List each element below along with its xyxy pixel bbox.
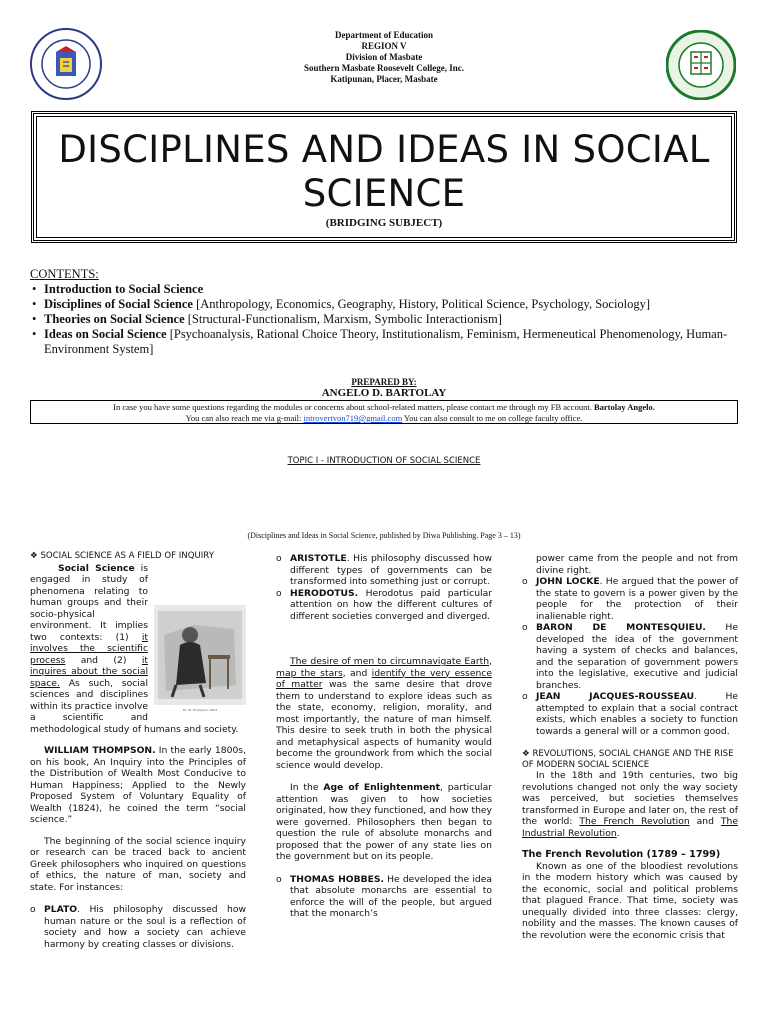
contents-item xyxy=(44,312,740,327)
circle-bullet-icon: o xyxy=(522,691,528,702)
column-1 xyxy=(30,551,246,950)
text: and (2) xyxy=(65,654,142,666)
circle-bullet-icon: o xyxy=(522,622,528,633)
text: As such, social sciences and disciplines within its practice involve a scientific and methodological study of humans and society. xyxy=(30,677,239,735)
contents-item-detail: [Psychoanalysis, Rational Choice Theory, Institutionalism, Feminism, Hermeneutical Phenomenology, Human-Environment System] xyxy=(44,327,728,356)
term: Social Science xyxy=(58,562,135,574)
fb-account: Bartolay Angelo. xyxy=(593,402,655,412)
term: WILLIAM THOMPSON. xyxy=(44,745,156,756)
circle-bullet-icon: o xyxy=(276,587,282,599)
institution-header xyxy=(0,30,768,85)
term: Age of Enlightenment xyxy=(323,782,440,793)
author-name: ANGELO D. BARTOLAY xyxy=(321,387,447,399)
section-heading-text: REVOLUTIONS, SOCIAL CHANGE AND THE RISE OF MODERN SOCIAL SCIENCE xyxy=(522,749,734,770)
underlined-text: The French Revolution xyxy=(579,816,690,827)
text: and xyxy=(689,816,721,827)
text: is engaged in study of phenomena relating to human groups and their socio-physical environment. It implies two contexts: (1) xyxy=(30,562,148,643)
title-line-2: SCIENCE xyxy=(302,172,466,215)
term: JEAN JACQUES-ROUSSEAU xyxy=(536,691,695,702)
text: He developed the idea of the government having a system of checks and balances, and the separation of government powers into the legislative, executive and judicial branches. xyxy=(536,622,738,691)
text: . His philosophy discussed how human nature or the soul is a reflection of society and how a society can achieve harmony by creating classes or divisions. xyxy=(44,904,246,950)
text: , and xyxy=(342,667,372,679)
circle-bullet-icon: o xyxy=(276,553,282,564)
text: In the xyxy=(290,782,324,793)
circle-bullet-icon: o xyxy=(522,576,528,587)
column-2 xyxy=(276,553,492,920)
prepared-by-label: PREPARED BY: xyxy=(351,377,417,387)
paragraph: Known as one of the bloodiest revolutions in the modern history which was caused by the economic, social and political problems that plagued France. That time, society was unequally divided into three classes: clergy, nobility and the masses. The known causes of the revolution were the economic crisis that xyxy=(522,860,738,941)
text: . His philosophy discussed how different types of governments can be transformed into something just or corrupt. xyxy=(290,553,492,587)
topic-heading: TOPIC I - INTRODUCTION OF SOCIAL SCIENCE xyxy=(287,456,481,466)
contents-item xyxy=(44,297,740,312)
page-title xyxy=(31,128,737,216)
contents-heading: CONTENTS: xyxy=(30,267,99,281)
underlined-text: map the stars xyxy=(276,667,343,679)
text: was the same desire that drove them to understand to explore ideas such as the state, economy, religion, morality, and most importantly, the nature of man himself. This desire to seek truth in both the physical and metaphysical aspects of humanity would become the groundwork from which the social science would develop. xyxy=(276,679,492,771)
section-heading xyxy=(30,551,246,563)
contents-item xyxy=(44,327,740,357)
list-item xyxy=(522,691,738,737)
text: In the early 1800s, on his book, An Inquiry into the Principles of the Distribution of Wealth Most Conducive to Human Happiness; Applied to the Newly Proposed System of Voluntary Equality of Wealth (1824), he coined the term “social science.” xyxy=(30,745,246,825)
term: THOMAS HOBBES. xyxy=(290,873,384,885)
deped-seal-text xyxy=(30,102,102,103)
contents-item xyxy=(44,282,740,297)
subheading: The French Revolution (1789 – 1799) xyxy=(522,849,721,860)
reference-note: (Disciplines and Ideas in Social Science, published by Diwa Publishing. Page 3 – 13) xyxy=(247,531,521,540)
section-heading-text: SOCIAL SCIENCE AS A FIELD OF INQUIRY xyxy=(40,551,214,561)
text: . He attempted to explain that a social contract exists, which enables a society to function towards a general will or a common good. xyxy=(536,691,739,737)
text: Herodotus paid particular attention on how the different cultures of different societies converged and diverged. xyxy=(290,587,492,622)
text: , particular attention was given to how societies originated, how they functioned, and how they were governed. Philosophers then began to question the rule of absolute monarchs and proposed that the power of any state lies on the government but on its people. xyxy=(276,782,492,862)
portrait-caption: Dr. W. Thompson 1824 xyxy=(183,708,217,712)
contact-line-2-pre: You can also reach me via g-mail: xyxy=(185,413,302,423)
section-heading xyxy=(522,749,738,770)
underlined-text: The desire of men to circumnavigate Earth xyxy=(290,656,490,667)
term: JOHN LOCKE xyxy=(536,576,600,587)
contact-line-1: In case you have some questions regarding the modules or concerns about school-related matters, please contact me through my FB account. xyxy=(113,402,592,412)
thompson-portrait xyxy=(154,605,246,713)
paragraph: power came from the people and not from divine right. xyxy=(536,553,738,576)
header-line: Department of Education xyxy=(335,30,433,40)
text: . He argued that the power of the state to govern is a power given by the people for the protection of their inalienable right. xyxy=(536,576,738,622)
circle-bullet-icon: o xyxy=(30,904,36,915)
contents-item-detail: [Anthropology, Economics, Geography, History, Political Science, Psychology, Sociology] xyxy=(192,297,651,311)
list-item xyxy=(276,588,492,623)
underlined-text: it involves the scientific process xyxy=(30,631,148,666)
header-line: REGION V xyxy=(361,41,407,51)
paragraph xyxy=(276,782,492,863)
diamond-bullet-icon: ❖ xyxy=(30,551,41,561)
term: ARISTOTLE xyxy=(290,553,347,564)
list-item xyxy=(522,622,738,691)
term: BARON DE MONTESQUIEU. xyxy=(536,622,706,633)
header-line: Katipunan, Placer, Masbate xyxy=(330,74,438,84)
contents-item-title: Disciplines of Social Science xyxy=(44,297,193,311)
contents-section xyxy=(30,267,740,357)
contents-item-detail: [Structural-Functionalism, Marxism, Symbolic Interactionism] xyxy=(184,312,502,326)
underlined-text: it inquires about the social space. xyxy=(30,654,148,689)
title-line-1: DISCIPLINES AND IDEAS IN SOCIAL xyxy=(58,128,710,171)
college-seal-text xyxy=(666,102,736,103)
contents-item-title: Theories on Social Science xyxy=(44,312,185,326)
list-item xyxy=(522,576,738,622)
term: PLATO xyxy=(44,904,78,915)
list-item xyxy=(276,874,492,920)
column-3 xyxy=(522,553,738,941)
email-link[interactable]: introvertvon719@gmail.com xyxy=(303,413,403,423)
term: HERODOTUS. xyxy=(290,587,359,599)
contents-item-title: Introduction to Social Science xyxy=(44,282,204,296)
contact-box xyxy=(30,400,738,424)
text: In the 18th and 19th centuries, two big revolutions changed not only the way society was perceived, but societies themselves transformed in Europe and later on, the rest of the world: xyxy=(522,770,738,827)
text: . xyxy=(616,827,620,839)
diamond-bullet-icon: ❖ xyxy=(522,749,533,759)
paragraph xyxy=(30,745,246,826)
underlined-text: identify the very essence of matter xyxy=(276,667,492,690)
text: He developed the idea that absolute monarchs are essential to enforce the will of the people, but argued that the monarch’s xyxy=(290,873,492,919)
text: , xyxy=(489,656,492,667)
header-line: Division of Masbate xyxy=(345,52,423,62)
page-subtitle: (BRIDGING SUBJECT) xyxy=(325,217,443,229)
list-item xyxy=(276,553,492,588)
underlined-text: The Industrial Revolution xyxy=(522,816,738,839)
paragraph xyxy=(276,656,492,771)
paragraph xyxy=(522,770,738,839)
header-line: Southern Masbate Roosevelt College, Inc. xyxy=(304,63,464,73)
contact-line-2-post: You can also consult to me on college faculty office. xyxy=(404,413,583,423)
list-item xyxy=(30,904,246,950)
contents-item-title: Ideas on Social Science xyxy=(44,327,167,341)
circle-bullet-icon: o xyxy=(276,873,282,885)
contents-list xyxy=(30,282,740,357)
paragraph: The beginning of the social science inquiry or research can be traced back to ancient Greek philosophers who inquired on questions of ethics, the nature of man, society and state. For instances: xyxy=(30,835,246,893)
